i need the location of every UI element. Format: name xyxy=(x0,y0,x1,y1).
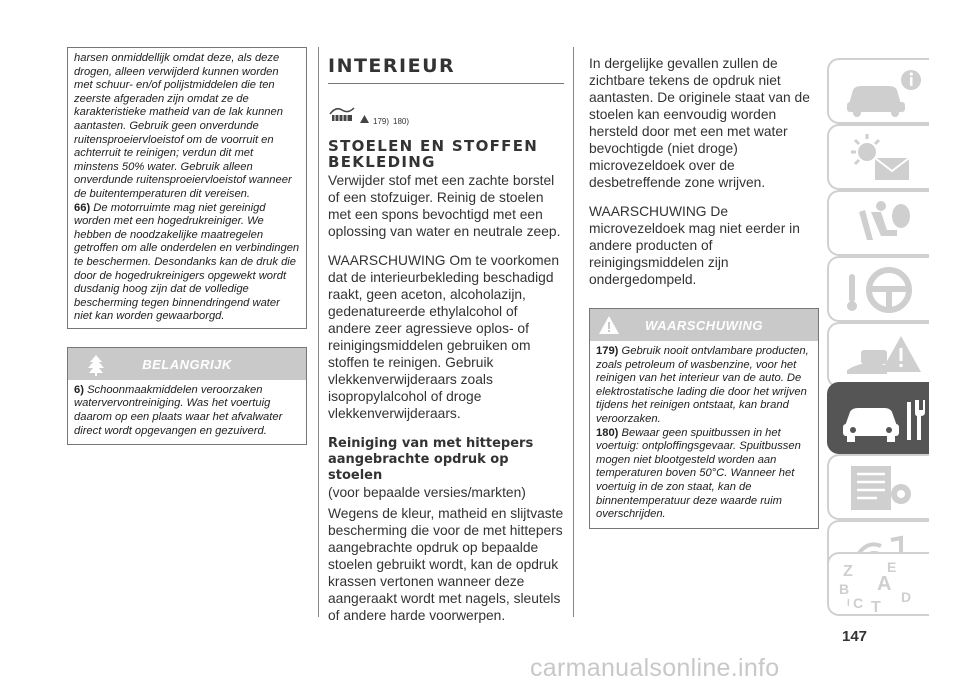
page-number: 147 xyxy=(842,628,868,645)
warning-title: WAARSCHUWING xyxy=(645,318,763,333)
warning-180 xyxy=(596,427,812,522)
paragraph-2: WAARSCHUWING Om te voorkomen dat de interieurbekleding beschadigd raakt, geen aceton, alcoholazijn, gedenatureerde ethylalcohol of andere zeer agressieve oplos- of reinigingsmiddelen gebruiken om stoffen te reinigen. Gebruik vlekkenverwijderaars zoals isopropylalcohol of droge vlekkenverwijderaars. xyxy=(328,253,560,421)
car-wrench-icon xyxy=(837,388,927,448)
svg-text:I: I xyxy=(847,598,850,609)
note-66-number: 66) xyxy=(74,201,91,214)
ref-180[interactable]: 180) xyxy=(393,117,410,126)
section-title: INTERIEUR xyxy=(328,55,456,77)
tab-safety[interactable] xyxy=(827,190,929,256)
important-body xyxy=(68,380,306,444)
warning-179-text: Gebruik nooit ontvlambare producten, zoals petroleum of wasbenzine, voor het reinigen van het interieur van de auto. De elektrostatische lading die door het wrijven tijdens het reinigen ontstaat, kan brand veroorzaken. xyxy=(596,345,809,425)
watermark-text: carmanualsonline.info xyxy=(530,654,780,682)
heading-2-note: (voor bepaalde versies/markten) xyxy=(328,485,526,500)
subsection-heading-2: Reiniging van met hittepers aangebrachte opdruk op stoelen xyxy=(328,436,534,483)
svg-text:C: C xyxy=(853,595,864,611)
column-divider-2 xyxy=(573,47,574,617)
warning-triangle-icon xyxy=(360,115,369,125)
warning-179-number: 179) xyxy=(596,345,619,357)
note-66 xyxy=(74,202,300,324)
tab-warning-lights[interactable] xyxy=(827,124,929,190)
left-column xyxy=(67,47,307,445)
paragraph-5: WAARSCHUWING De microvezeldoek mag niet eerder in andere producten of reinigingsmiddelen zijn ondergedompeld. xyxy=(589,204,800,287)
warning-180-text: Bewaar geen spuitbussen in het voertuig: ontploffingsgevaar. Spuitbussen mogen niet blootgesteld worden aan temperaturen boven 50°C. Wanneer het voertuig in de zon staat, kan de binnentemperatuur deze waarde ruim overschrijden. xyxy=(596,426,801,521)
warning-body xyxy=(590,341,818,528)
ref-179[interactable]: 179) xyxy=(373,117,390,126)
svg-text:D: D xyxy=(901,589,912,605)
important-header xyxy=(68,348,306,380)
tab-index[interactable] xyxy=(827,552,929,616)
paragraph-1: Verwijder stof met een zachte borstel of een stofzuiger. Reinig de stoelen met een spons bevochtigd met een oplossing van water en neutrale zeep. xyxy=(328,173,561,239)
specifications-icon xyxy=(837,460,927,516)
car-info-icon xyxy=(837,64,927,120)
warning-180-number: 180) xyxy=(596,426,619,439)
tab-car-info[interactable] xyxy=(827,58,929,124)
important-box xyxy=(67,347,307,445)
important-title: BELANGRIJK xyxy=(142,356,232,372)
note-6 xyxy=(74,384,300,438)
paragraph-4: In dergelijke gevallen zullen de zichtbare tekens de opdruk niet aantasten. De originele staat van de stoelen kan eenvoudig worden hersteld door met een met water bevochtigde (niet droge) microvezeldoek over de desbetreffende zone wrijven. xyxy=(589,56,810,190)
warning-box xyxy=(589,308,819,529)
note-6-number: 6) xyxy=(74,383,84,396)
warning-lights-icon xyxy=(837,130,927,186)
alphabetical-index-icon xyxy=(837,558,927,614)
svg-text:A: A xyxy=(877,573,892,595)
middle-column xyxy=(328,55,564,624)
subsection-title: STOELEN EN STOFFEN BEKLEDING xyxy=(328,137,539,171)
tab-starting-driving[interactable] xyxy=(827,256,929,322)
column-divider-1 xyxy=(318,47,319,617)
warning-header xyxy=(590,309,818,341)
svg-text:T: T xyxy=(871,599,881,614)
warning-refs xyxy=(328,88,564,126)
paragraph-3: Wegens de kleur, matheid en slijtvaste bescherming die voor de met hittepers aangebrachte opdruk op bepaalde stoelen gebruikt wordt, kan de opdruk krassen vertonen wanneer deze aangeraakt wordt met nagels, sleutels of andere harde voorwerpen. xyxy=(328,506,564,623)
key-steering-icon xyxy=(837,262,927,318)
road-warning-icon xyxy=(837,328,927,384)
continued-note-box xyxy=(67,47,307,329)
right-column xyxy=(589,55,819,529)
tab-emergency[interactable] xyxy=(827,322,929,388)
intro-text: harsen onmiddellijk omdat deze, als deze drogen, alleen verwijderd kunnen worden met schuur- en/of polijstmiddelen die ten zeerste afgeraden zijn omdat ze de karakteristieke matheid van de lak kunnen aantasten. Gebruik geen onverdunde ruitensproeiervloeistof om de voorruit en achterruit te reinigen; verdun dit met minstens 50% water. Gebruik alleen onverdunde ruitensproeiervloeistof wanneer de buitentemperaturen dit vereisen. xyxy=(74,52,292,200)
airbag-seat-icon xyxy=(837,196,927,252)
title-rule xyxy=(328,83,564,84)
tab-maintenance[interactable] xyxy=(827,382,929,454)
tab-specifications[interactable] xyxy=(827,454,929,520)
cleaning-icon xyxy=(328,102,356,126)
svg-text:Z: Z xyxy=(843,563,853,580)
note-66-text: De motorruimte mag niet gereinigd worden met een hogedrukreiniger. We hebben de noodzakelijke maatregelen getroffen om alle onderdelen en verbindingen te beschermen. Desondanks kan de druk die door de hogedrukreinigers opgewekt wordt dusdanig hoog zijn dat de volledige bescherming tegen binnendringend water niet kan worden gewaarborgd. xyxy=(74,201,300,323)
svg-text:E: E xyxy=(887,559,897,575)
warning-179 xyxy=(596,345,812,427)
note-6-text: Schoonmaakmiddelen veroorzaken watervervontreiniging. Was het voertuig daarom op een plaats waar het afvalwater direct wordt opgevangen en gezuiverd. xyxy=(74,383,283,437)
svg-text:B: B xyxy=(839,581,850,597)
